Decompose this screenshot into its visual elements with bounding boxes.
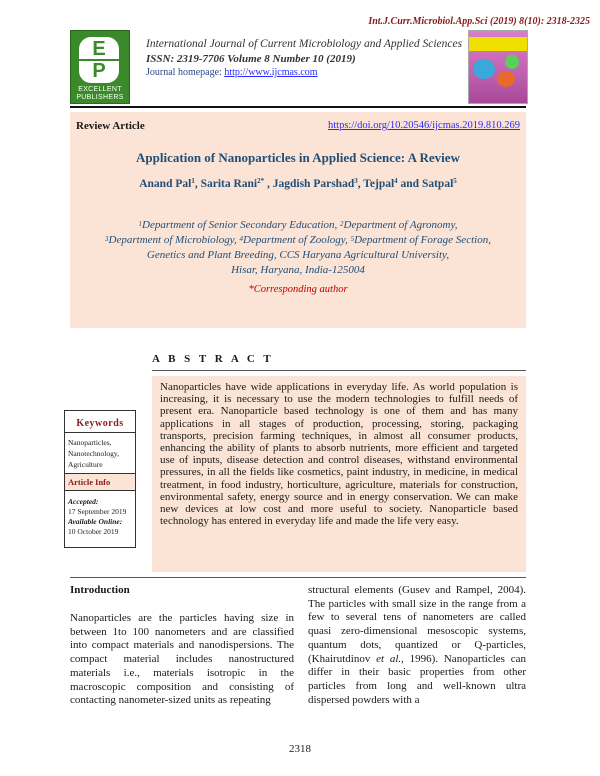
affiliation-line bbox=[70, 218, 526, 233]
running-head: Int.J.Curr.Microbiol.App.Sci (2019) 8(10): 2318-2325 bbox=[368, 16, 590, 27]
available-online-date: 10 October 2019 bbox=[68, 527, 119, 536]
keywords-title: Keywords bbox=[76, 418, 124, 429]
author-list bbox=[70, 178, 526, 190]
logo-text-publishers: PUBLISHERS bbox=[76, 94, 124, 101]
affiliation-sup: 1 bbox=[138, 220, 143, 228]
accepted-label: Accepted: bbox=[68, 497, 99, 506]
article-info-divider-bottom bbox=[64, 490, 136, 491]
cover-title-band bbox=[469, 37, 527, 51]
abstract-divider bbox=[152, 370, 526, 371]
journal-cover-image bbox=[468, 30, 528, 104]
journal-homepage bbox=[146, 67, 318, 78]
keywords-divider bbox=[64, 432, 136, 433]
cover-decoration bbox=[505, 55, 519, 69]
author-name: Satpal bbox=[421, 178, 454, 190]
affiliation-line: Hisar, Haryana, India-125004 bbox=[231, 264, 365, 276]
page-number: 2318 bbox=[289, 743, 311, 755]
author-sup: 5 bbox=[453, 177, 457, 185]
logo-letter-e: E bbox=[79, 37, 119, 59]
homepage-label: Journal homepage: bbox=[146, 67, 225, 78]
accepted-date: 17 September 2019 bbox=[68, 507, 127, 516]
author-sup: 3 bbox=[354, 177, 358, 185]
author-separator: and bbox=[397, 178, 422, 190]
keyword-item: Nanoparticles, bbox=[68, 438, 112, 447]
author-separator: , bbox=[264, 178, 273, 190]
logo-text-excellent: EXCELLENT bbox=[78, 86, 122, 93]
affiliation-text: Department of Senior Secondary Education, bbox=[142, 219, 340, 231]
header-divider bbox=[70, 106, 526, 108]
article-info-divider-top bbox=[64, 473, 136, 474]
author-name: Jagdish Parshad bbox=[272, 178, 355, 190]
body-column-left: Nanoparticles are the particles having size in between 1to 100 nanometers and are classified into compact materials and nanodispersions. The compact material includes nanostructured materials i.e., materials isotropic in the macroscopic composition and consisting of contacting nanometer-sized units as repeating bbox=[70, 612, 294, 707]
body-text: 1996). Nanoparticles can differ in their basic properties from other particles from long and well-known ultra dispersed powders with a bbox=[308, 652, 526, 706]
affiliation-text: Department of Forage Section, bbox=[354, 234, 491, 246]
issn-volume-line: ISSN: 2319-7706 Volume 8 Number 10 (2019) bbox=[146, 53, 356, 65]
affiliation-sup: 2 bbox=[340, 220, 344, 228]
author-name: Anand Pal bbox=[139, 178, 192, 190]
affiliation-sup: 4 bbox=[239, 235, 244, 243]
article-title: Application of Nanoparticles in Applied Science: A Review bbox=[136, 150, 460, 165]
keyword-item: Agriculture bbox=[68, 460, 103, 469]
author-name: Tejpal bbox=[363, 178, 395, 190]
introduction-heading: Introduction bbox=[70, 584, 130, 596]
body-column-right bbox=[308, 584, 526, 707]
affiliation-line: Genetics and Plant Breeding, CCS Haryana Agricultural University, bbox=[146, 249, 450, 261]
affiliation-line bbox=[70, 233, 526, 248]
author-sup: 2* bbox=[257, 177, 265, 185]
affiliation-text: Department of Microbiology, bbox=[108, 234, 240, 246]
journal-name: International Journal of Current Microbiology and Applied Sciences bbox=[146, 38, 463, 50]
article-info-title: Article Info bbox=[68, 477, 111, 487]
doi-link[interactable]: https://doi.org/10.20546/ijcmas.2019.810.269 bbox=[327, 120, 520, 131]
body-text: structural elements (Gusev and Rampel, 2004). The particles with small size in the range from a few to several tens of nanometers are called quasi zero-dimensional mesoscopic systems, quantum dots, quantized or Q-particles, (Khairutdinov bbox=[308, 584, 526, 665]
et-al: et al., bbox=[376, 652, 404, 665]
author-separator: , bbox=[357, 178, 364, 190]
cover-decoration bbox=[473, 59, 495, 79]
corresponding-author-note: *Corresponding author bbox=[248, 284, 348, 295]
homepage-link[interactable]: http://www.ijcmas.com bbox=[224, 67, 318, 78]
abstract-text: Nanoparticles have wide applications in everyday life. As world population is increasing, it is necessary to use the modern technologies to fulfill needs of present era. Nanoparticle based technology is one of them and has many applications in all stages of production, processing, storing, packaging transports, precision farming techniques, in almost all consumer products, enhancing the ability of plants to absorb nutrients, more efficient and targeted use of inputs, disease detection and control diseases, withstand environmental pressures, in all the fields like cosmetics, paint industry, in medicine, in medical treatment, in food industry, horticulture, agriculture, materials for construction, environmental safety, energy source and in energy conservation. We can make new devices at low cost and more useful to society. Nanoparticle based technology has entered in everyday life and made the life very easy. bbox=[160, 381, 518, 528]
affiliations bbox=[70, 218, 526, 278]
author-sup: 4 bbox=[394, 177, 398, 185]
keyword-item: Nanotechnology, bbox=[68, 449, 119, 458]
cover-decoration bbox=[497, 71, 515, 87]
affiliation-sup: 3 bbox=[105, 235, 109, 243]
body-divider bbox=[70, 577, 526, 578]
affiliation-text: Department of Zoology, bbox=[243, 234, 351, 246]
logo-letter-p: P bbox=[79, 61, 119, 83]
publisher-logo bbox=[70, 30, 130, 104]
author-sup: 1 bbox=[191, 177, 195, 185]
available-online-label: Available Online: bbox=[68, 517, 123, 526]
affiliation-sup: 5 bbox=[350, 235, 355, 243]
affiliation-text: Department of Agronomy, bbox=[343, 219, 458, 231]
author-name: Sarita Rani bbox=[200, 178, 258, 190]
article-type-label: Review Article bbox=[76, 120, 145, 132]
author-separator: , bbox=[194, 178, 201, 190]
abstract-heading: A B S T R A C T bbox=[152, 353, 274, 365]
